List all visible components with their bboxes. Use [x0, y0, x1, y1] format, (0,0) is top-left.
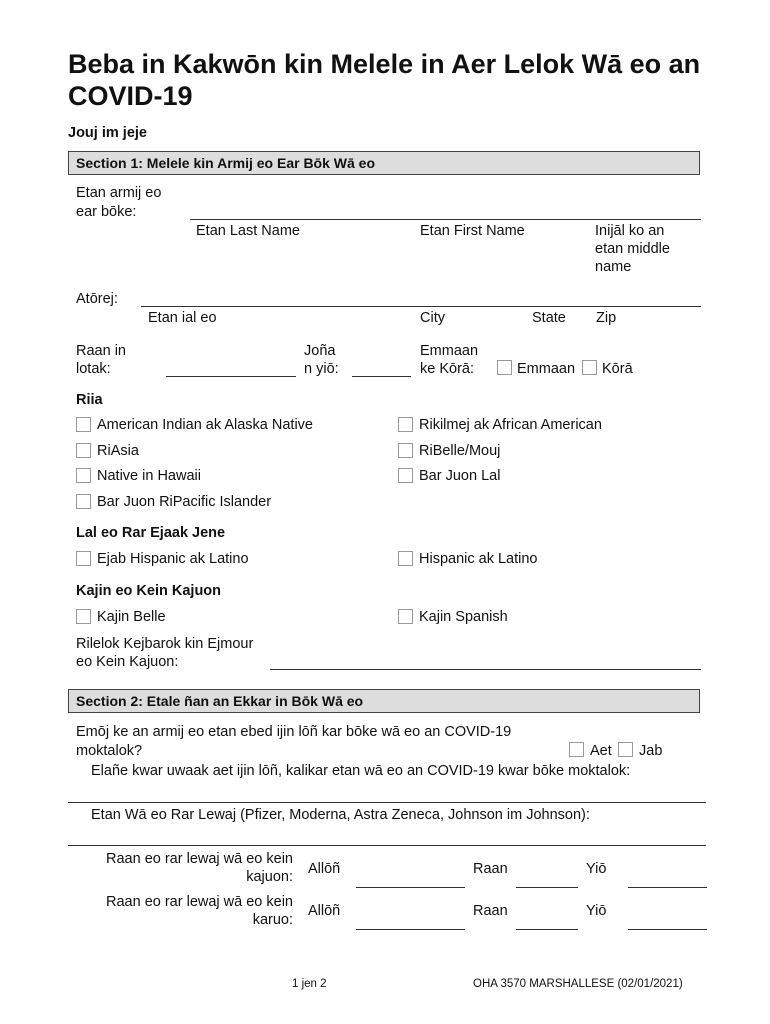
language-option: Kajin Spanish — [419, 609, 508, 625]
name-label-2: ear bōke: — [76, 204, 137, 220]
language-checkbox[interactable] — [398, 609, 413, 624]
dob-label-2: lotak: — [76, 361, 111, 377]
if-yes-instruction: Elañe kwar uwaak aet ijin lōñ, kalikar etan wā eo an COVID-19 kwar bōke moktalok: — [91, 763, 631, 779]
vaccine-name-label: Etan Wā eo Rar Lewaj (Pfizer, Moderna, Astra Zeneca, Johnson im Johnson): — [91, 807, 590, 823]
vaccine-name-field[interactable] — [68, 845, 706, 846]
language-checkbox[interactable] — [76, 609, 91, 624]
no-label: Jab — [639, 743, 663, 759]
language-heading: Kajin eo Kein Kajuon — [76, 583, 222, 599]
dose1-month-label: Allōñ — [308, 861, 341, 877]
form-id: OHA 3570 MARSHALLESE (02/01/2021) — [473, 978, 683, 990]
section-1-header: Section 1: Melele kin Armij eo Ear Bōk Wā eo — [68, 151, 700, 175]
race-checkbox[interactable] — [76, 417, 91, 432]
race-option: RiAsia — [97, 443, 139, 459]
last-name-caption: Etan Last Name — [196, 223, 300, 239]
yes-label: Aet — [590, 743, 612, 759]
dose1-year-field[interactable] — [628, 887, 707, 888]
ethnicity-checkbox[interactable] — [398, 551, 413, 566]
race-option: RiBelle/Mouj — [419, 443, 501, 459]
address-field[interactable] — [141, 306, 701, 307]
dose1-day-label: Raan — [473, 861, 508, 877]
age-label-1: Joña — [304, 343, 336, 359]
ethnicity-heading: Lal eo Rar Ejaak Jene — [76, 525, 226, 541]
race-checkbox[interactable] — [398, 443, 413, 458]
dose1-month-field[interactable] — [356, 887, 465, 888]
dose2-year-field[interactable] — [628, 929, 707, 930]
race-option: American Indian ak Alaska Native — [97, 417, 313, 433]
first-name-caption: Etan First Name — [420, 223, 525, 239]
race-option: Rikilmej ak African American — [419, 417, 602, 433]
race-option: Native in Hawaii — [97, 468, 201, 484]
instruction: Jouj im jeje — [68, 125, 147, 141]
race-checkbox[interactable] — [398, 417, 413, 432]
dose1-label-1: Raan eo rar lewaj wā eo kein — [106, 851, 293, 867]
sex-label-1: Emmaan — [420, 343, 479, 359]
race-checkbox[interactable] — [76, 443, 91, 458]
dose2-day-label: Raan — [473, 903, 508, 919]
dose1-year-label: Yiō — [586, 861, 607, 877]
dose2-year-label: Yiō — [586, 903, 607, 919]
race-option: Bar Juon RiPacific Islander — [97, 494, 272, 510]
dob-label-1: Raan in — [76, 343, 126, 359]
ethnicity-option: Hispanic ak Latino — [419, 551, 538, 567]
age-label-2: n yiō: — [304, 361, 339, 377]
age-field[interactable] — [352, 376, 411, 377]
address-label: Atōrej: — [76, 291, 118, 307]
ethnicity-checkbox[interactable] — [76, 551, 91, 566]
state-caption: State — [532, 310, 566, 326]
female-label: Kōrā — [602, 361, 633, 377]
name-label: Etan armij eo — [76, 185, 162, 201]
prior-vaccine-field[interactable] — [68, 802, 706, 803]
page-number: 1 jen 2 — [292, 978, 327, 990]
dob-field[interactable] — [166, 376, 296, 377]
race-checkbox[interactable] — [76, 494, 91, 509]
female-checkbox[interactable] — [582, 360, 597, 375]
language-option: Kajin Belle — [97, 609, 166, 625]
dose2-month-label: Allōñ — [308, 903, 341, 919]
male-label: Emmaan — [517, 361, 576, 377]
dose2-label-2: karuo: — [252, 912, 293, 928]
name-field[interactable] — [190, 219, 701, 220]
sex-label-2: ke Kōrā: — [420, 361, 474, 377]
ethnicity-option: Ejab Hispanic ak Latino — [97, 551, 249, 567]
zip-caption: Zip — [596, 310, 617, 326]
race-option: Bar Juon Lal — [419, 468, 501, 484]
middle-name-caption-3: name — [595, 259, 632, 275]
street-caption: Etan ial eo — [148, 310, 217, 326]
middle-name-caption-2: etan middle — [595, 241, 670, 257]
section-2-header: Section 2: Etale ñan an Ekkar in Bōk Wā eo — [68, 689, 700, 713]
male-checkbox[interactable] — [497, 360, 512, 375]
other-language-label-2: eo Kein Kajuon: — [76, 654, 179, 670]
no-checkbox[interactable] — [618, 742, 633, 757]
yes-checkbox[interactable] — [569, 742, 584, 757]
page-title: Beba in Kakwōn kin Melele in Aer Lelok Wā eo an COVID-19 — [68, 49, 701, 111]
prior-vaccine-question-2: moktalok? — [76, 743, 143, 759]
prior-vaccine-question: Emōj ke an armij eo etan ebed ijin lōñ kar bōke wā eo an COVID-19 — [76, 724, 512, 740]
race-heading: Riia — [76, 392, 103, 408]
race-checkbox[interactable] — [398, 468, 413, 483]
dose1-label-2: kajuon: — [246, 869, 293, 885]
other-language-label-1: Rilelok Kejbarok kin Ejmour — [76, 636, 254, 652]
other-language-field[interactable] — [270, 669, 701, 670]
middle-name-caption-1: Inijāl ko an — [595, 223, 665, 239]
dose2-label-1: Raan eo rar lewaj wā eo kein — [106, 894, 293, 910]
dose2-day-field[interactable] — [516, 929, 578, 930]
dose2-month-field[interactable] — [356, 929, 465, 930]
city-caption: City — [420, 310, 445, 326]
race-checkbox[interactable] — [76, 468, 91, 483]
dose1-day-field[interactable] — [516, 887, 578, 888]
